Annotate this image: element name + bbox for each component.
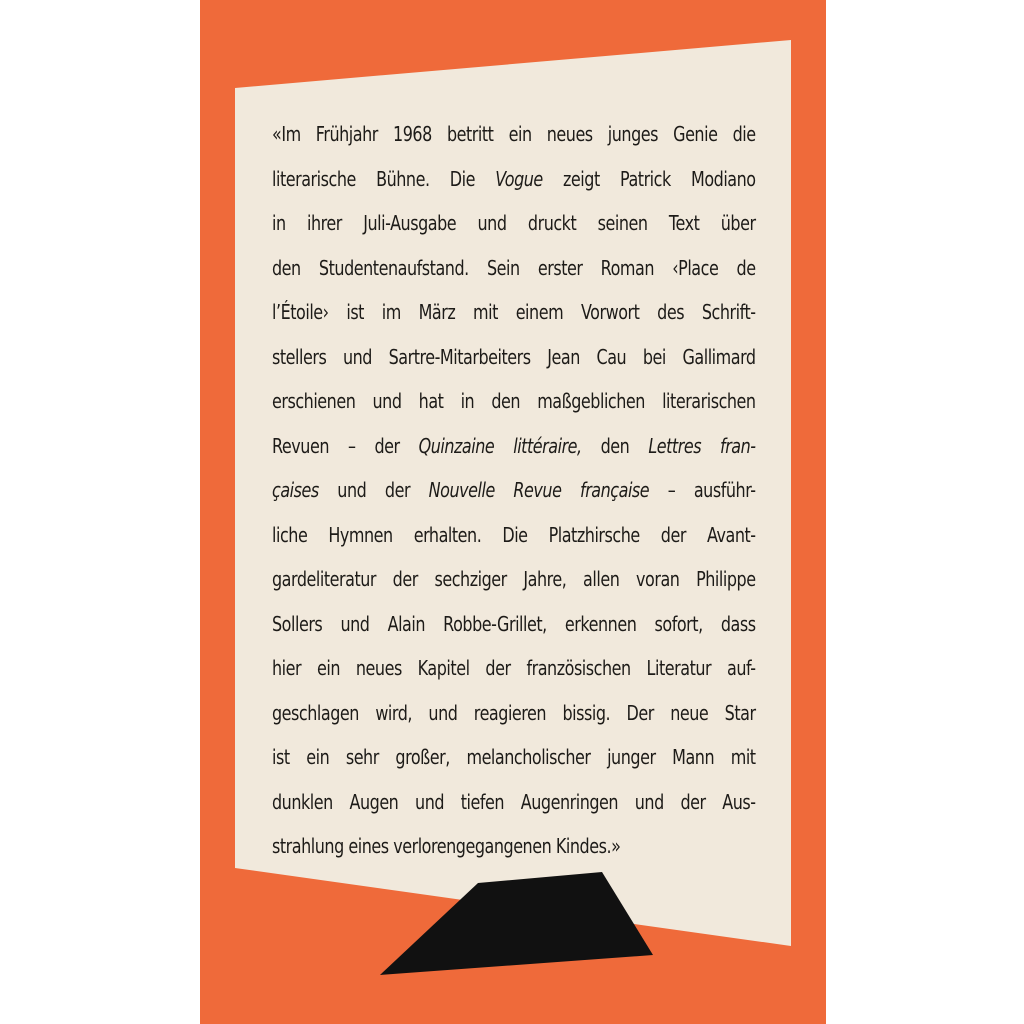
quote-line: [272, 513, 756, 558]
quote-italic-title: Vogue: [495, 166, 543, 191]
quote-line: [272, 335, 756, 380]
quote-line: [272, 557, 756, 602]
quote-text: strahlung eines verlorengegangenen Kindes.»: [272, 834, 621, 858]
quote-italic-title: çaises: [272, 478, 319, 502]
quote-text: in ihrer Juli-Ausgabe und druckt seinen Text über: [272, 211, 756, 235]
quote-text: und der: [318, 478, 429, 502]
quote-text: literarische Bühne. Die: [272, 166, 496, 191]
quote-line: [272, 157, 756, 202]
quote-line: [272, 735, 756, 780]
quote-text: l’Étoile› ist im März mit einem Vorwort des Schrift-: [272, 300, 756, 324]
quote-text: Revuen – der: [272, 433, 419, 458]
quote-line: [272, 780, 756, 825]
quote-line: [272, 201, 756, 246]
quote-line: [272, 379, 756, 424]
quote-text: zeigt Patrick Modiano: [542, 166, 756, 191]
quote-line: [272, 424, 756, 469]
quote-line: [272, 468, 756, 513]
quote-italic-title: Nouvelle Revue française: [428, 478, 650, 502]
quote-line: [272, 290, 756, 335]
quote-text: geschlagen wird, und reagieren bissig. Der neue Star: [272, 700, 756, 725]
blurb-quote: [272, 112, 756, 869]
quote-line: [272, 646, 756, 691]
quote-line: [272, 602, 756, 647]
quote-text: Sollers und Alain Robbe-Grillet, erkennen sofort, dass: [272, 611, 756, 636]
quote-text: gardeliteratur der sechziger Jahre, allen voran Philippe: [272, 567, 756, 591]
quote-line: [272, 824, 756, 869]
quote-text: erschienen und hat in den maßgeblichen literarischen: [272, 389, 756, 413]
quote-text: den Studentenaufstand. Sein erster Roman ‹Place de: [272, 255, 756, 280]
quote-line: [272, 691, 756, 736]
quote-text: ist ein sehr großer, melancholischer junger Mann mit: [272, 745, 756, 769]
quote-text: stellers und Sartre-Mitarbeiters Jean Cau bei Gallimard: [272, 344, 756, 369]
quote-text: dunklen Augen und tiefen Augenringen und der Aus-: [272, 789, 756, 814]
quote-line: [272, 112, 756, 157]
quote-line: [272, 246, 756, 291]
quote-text: den: [581, 433, 649, 458]
quote-italic-title: Lettres fran-: [648, 433, 756, 458]
quote-text: «Im Frühjahr 1968 betritt ein neues junges Genie die: [272, 122, 756, 146]
quote-text: – ausführ-: [649, 478, 756, 502]
quote-italic-title: Quinzaine littéraire,: [418, 433, 582, 458]
quote-text: hier ein neues Kapitel der französischen Literatur auf-: [272, 656, 756, 680]
quote-text: liche Hymnen erhalten. Die Platzhirsche der Avant-: [272, 522, 756, 547]
book-back-cover: [200, 0, 826, 1024]
